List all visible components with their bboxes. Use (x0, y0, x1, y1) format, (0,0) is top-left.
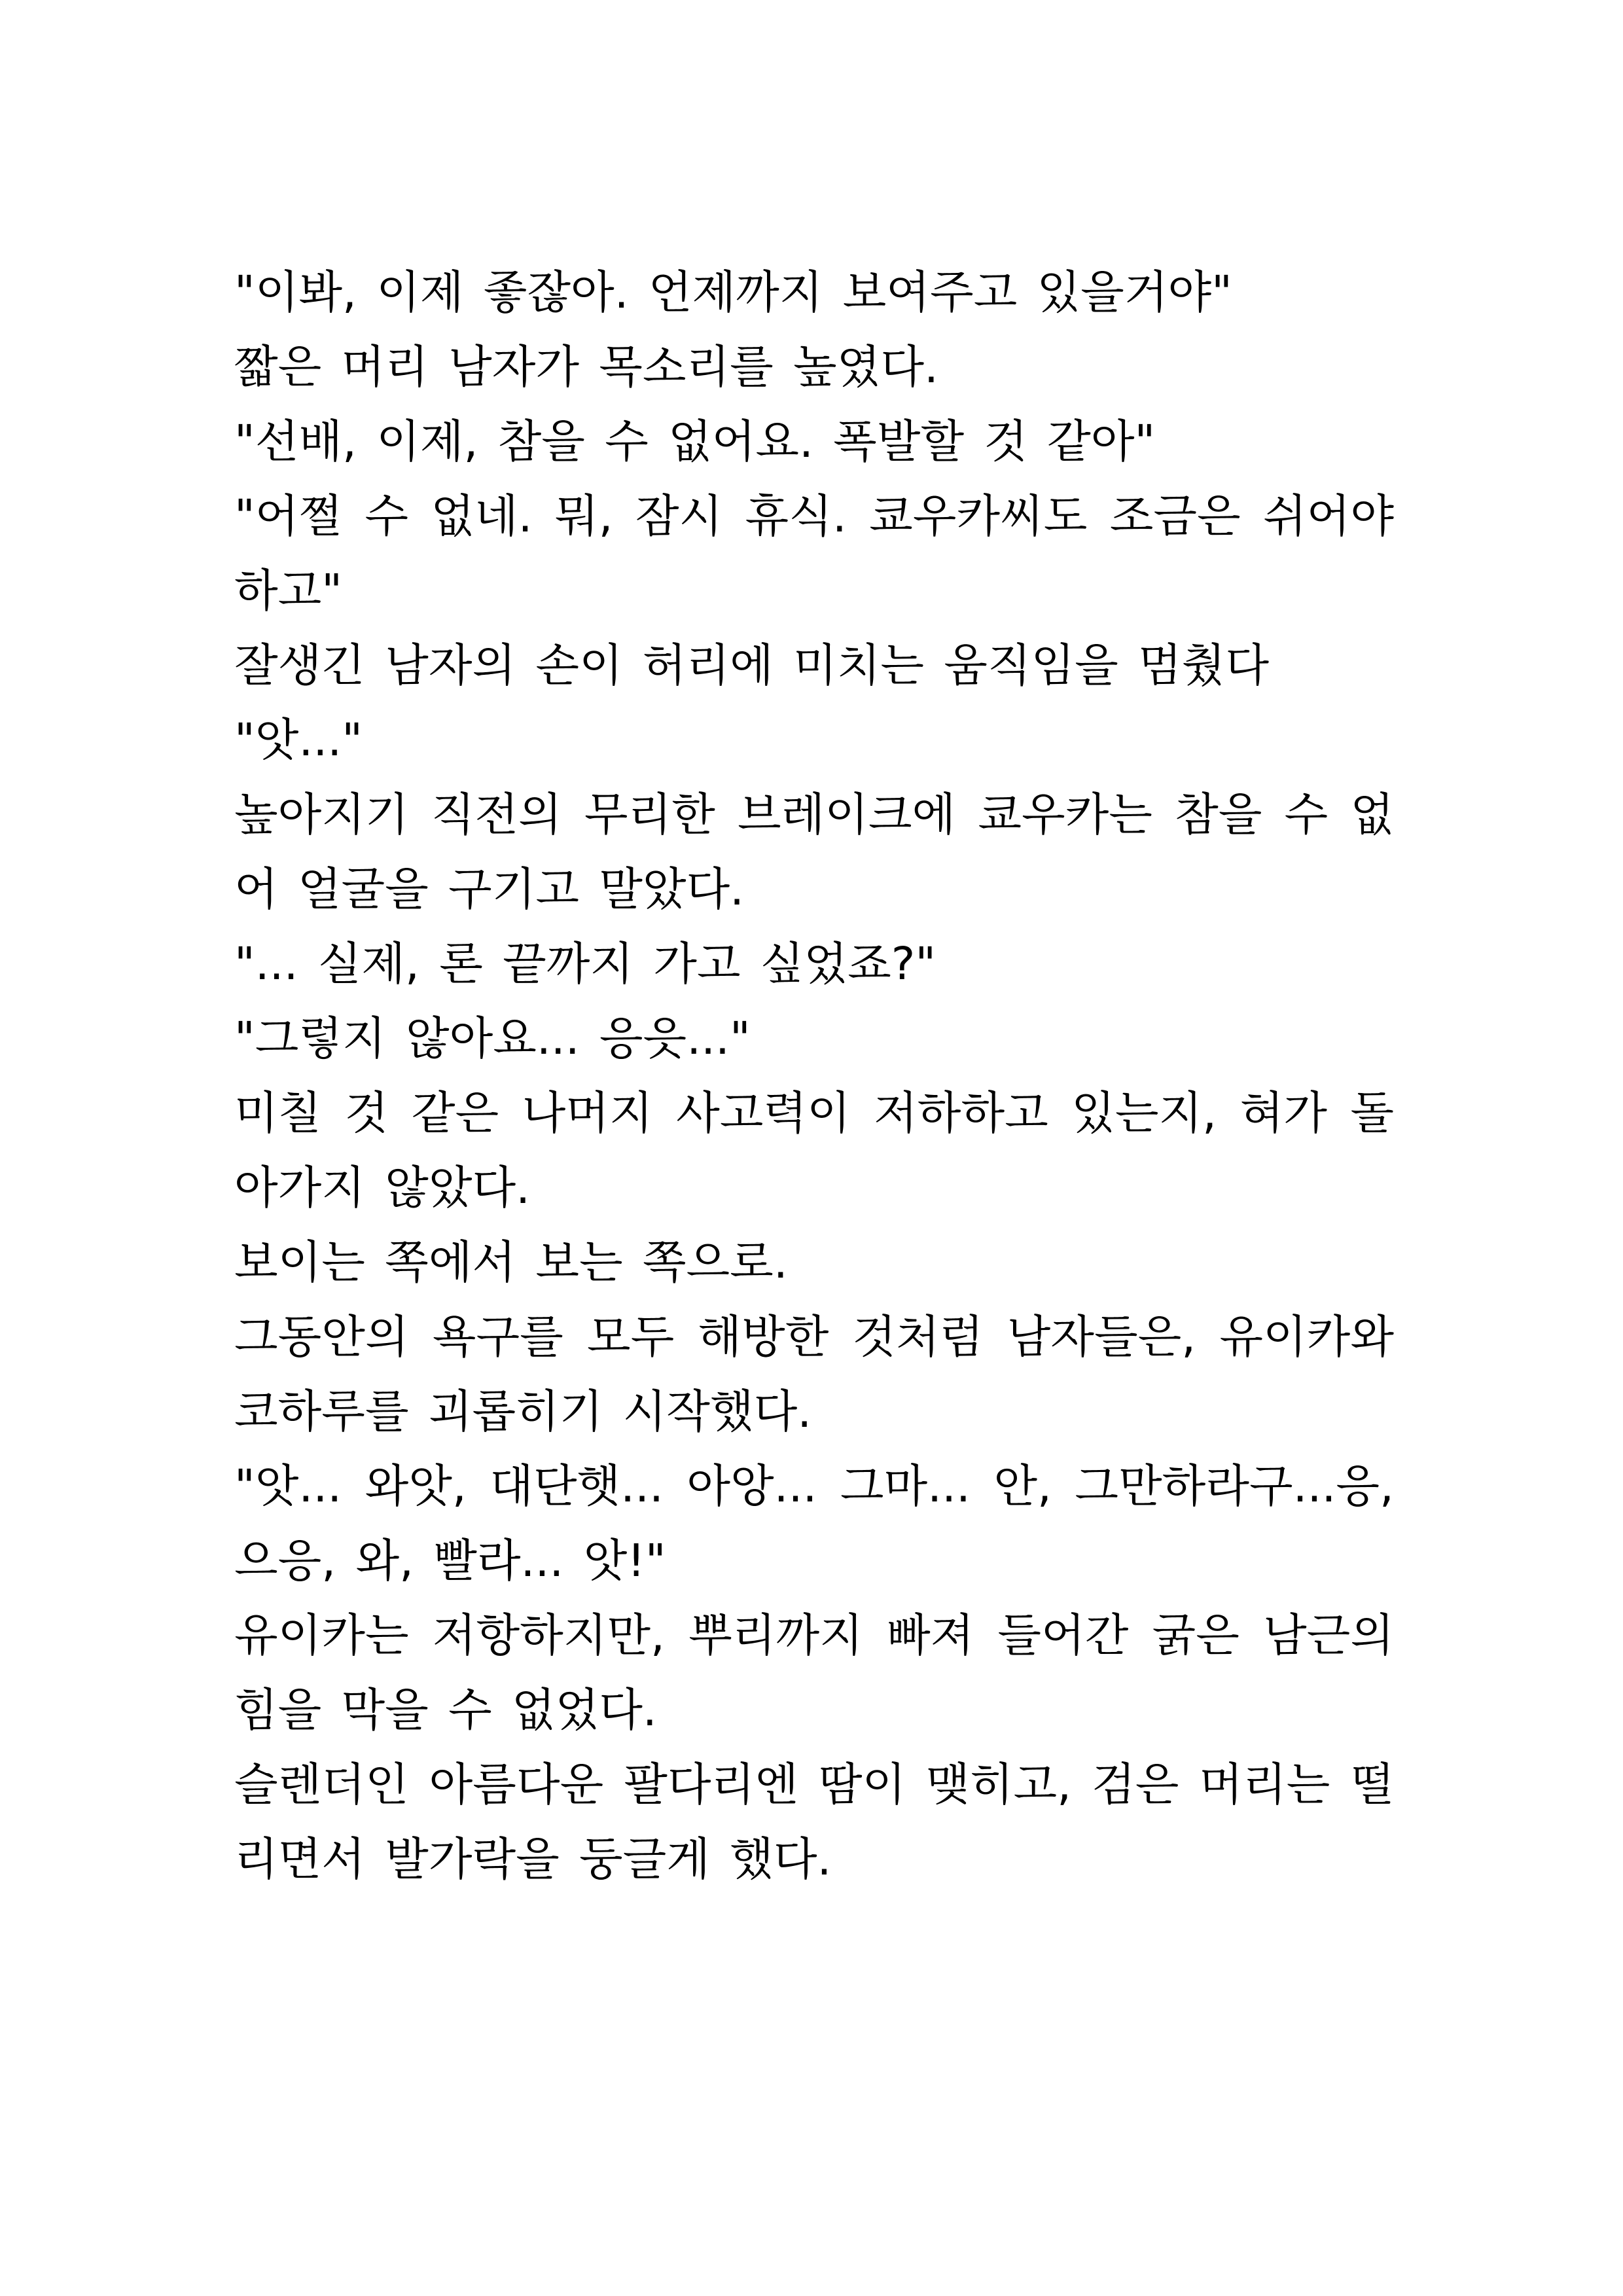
paragraph: 슬렌더인 아름다운 팔다리엔 땀이 맺히고, 검은 머리는 떨리면서 발가락을 둥글게 했다. (234, 1759, 1394, 1886)
paragraph: 보이는 쪽에서 보는 쪽으로. (234, 1236, 788, 1289)
paragraph: "어쩔 수 없네. 뭐, 잠시 휴식. 쿄우카씨도 조금은 쉬어야 하고" (234, 490, 1394, 617)
paragraph: "그렇지 않아요... 응읏..." (234, 1013, 751, 1065)
paragraph: 짧은 머리 남자가 목소리를 높였다. (234, 341, 938, 393)
paragraph: "이봐, 이제 좋잖아. 언제까지 보여주고 있을거야" (234, 266, 1232, 319)
paragraph: "앗... 와앗, 대단햇... 아앙... 그마... 안, 그만하라구...응, 으응, 와, 빨라... 앗!" (234, 1460, 1394, 1587)
paragraph: 그동안의 욕구를 모두 해방한 것처럼 남자들은, 유이카와 코하루를 괴롭히기 시작했다. (234, 1311, 1394, 1438)
paragraph: "선배, 이제, 참을 수 없어요. 폭발할 것 같아" (234, 416, 1156, 468)
paragraph: "앗..." (234, 714, 363, 766)
paragraph: 유이카는 저항하지만, 뿌리까지 빠져 들어간 굵은 남근의 힘을 막을 수 없었다. (234, 1609, 1394, 1736)
paragraph: 잘생긴 남자의 손이 허리에 미치는 움직임을 멈췄다 (234, 639, 1270, 692)
paragraph: 높아지기 직전의 무리한 브레이크에 쿄우카는 참을 수 없어 얼굴을 구기고 말았다. (234, 789, 1394, 916)
paragraph: "... 실제, 론 끝까지 가고 싶었죠?" (234, 938, 936, 990)
body-text (234, 255, 1394, 1897)
paragraph: 미칠 것 같은 나머지 사고력이 저하하고 있는지, 혀가 돌아가지 않았다. (234, 1087, 1394, 1214)
